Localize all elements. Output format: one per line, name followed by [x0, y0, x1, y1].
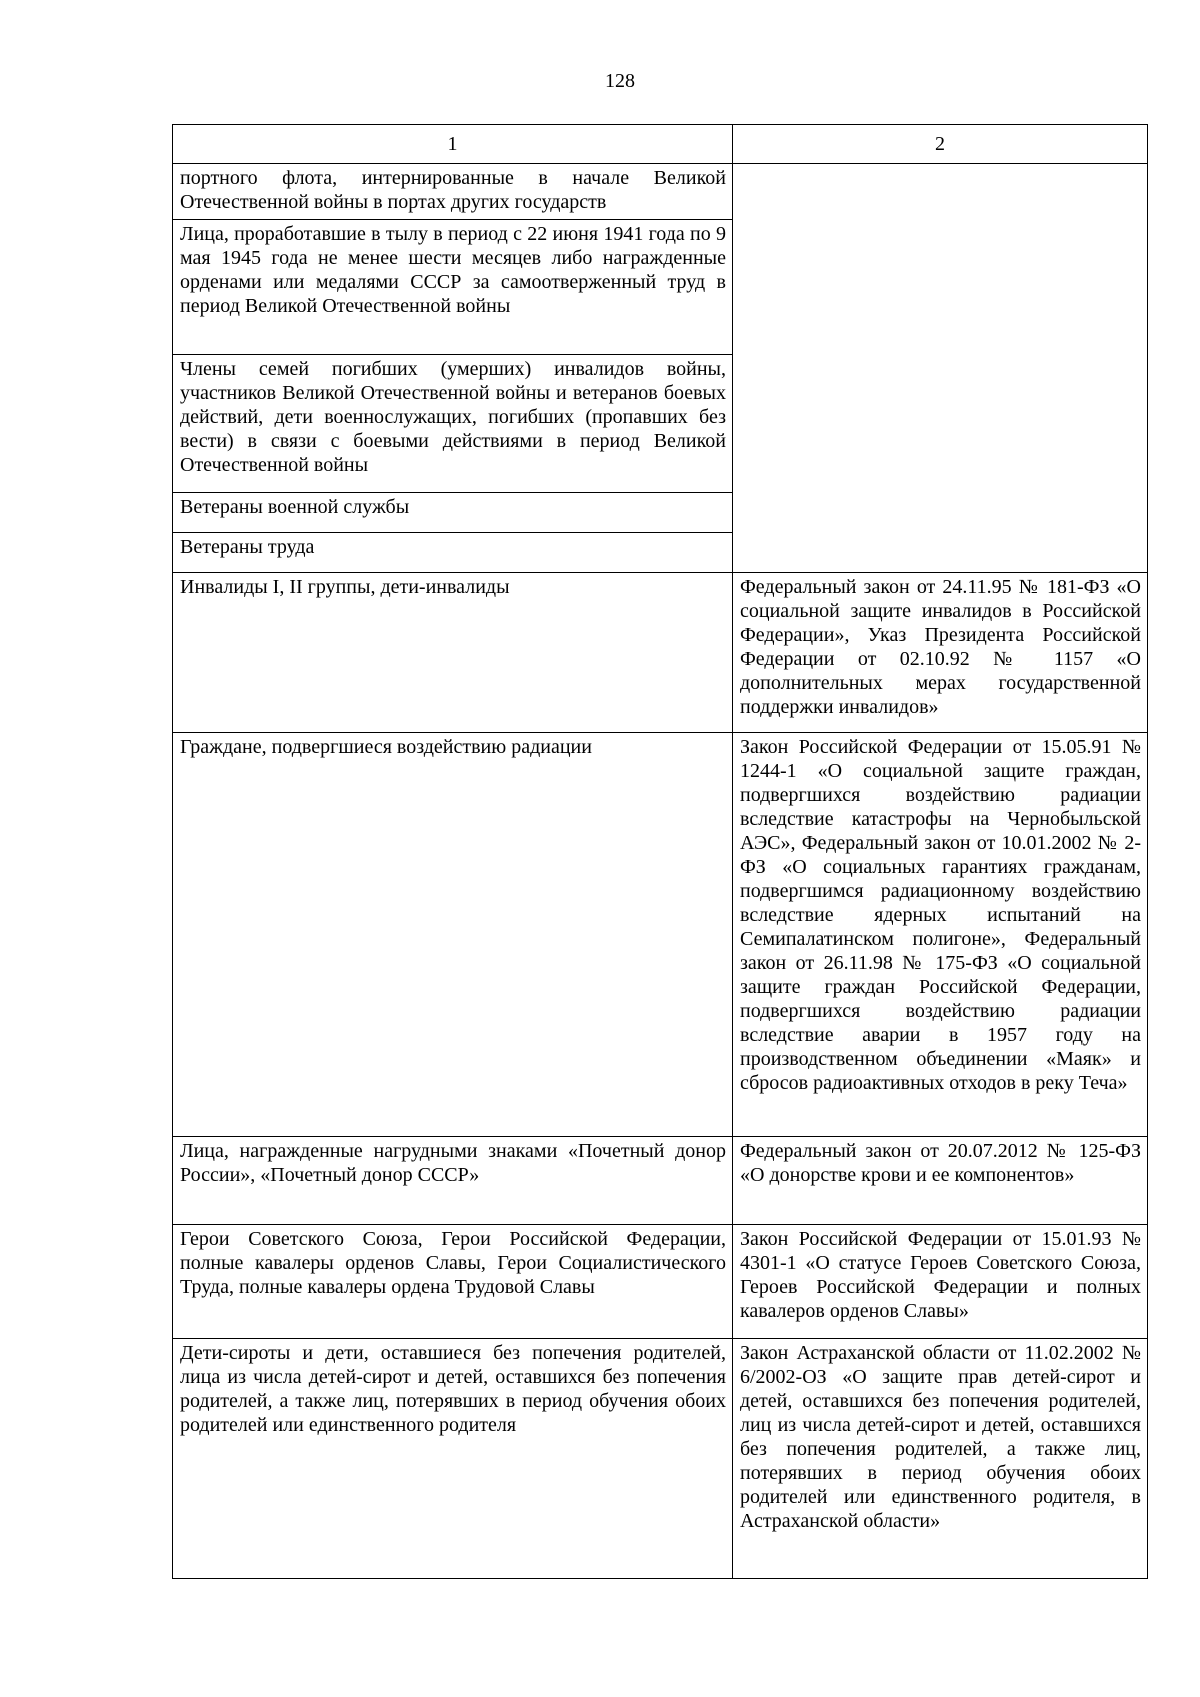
- legal-basis-cell: Федеральный закон от 24.11.95 № 181-ФЗ «О социальной защите инвалидов в Российской Федерации», Указ Президента Российской Федерации от 02.10.92 № 1157 «О дополнительных мерах государственной поддержки инвалидов»: [733, 573, 1148, 733]
- table-row: [173, 733, 1148, 1137]
- legal-basis-cell: Закон Российской Федерации от 15.01.93 № 4301-1 «О статусе Героев Советского Союза, Героев Российской Федерации и полных кавалеров орденов Славы»: [733, 1225, 1148, 1339]
- table-row: [173, 1339, 1148, 1579]
- table-row: [173, 573, 1148, 733]
- category-cell: Ветераны военной службы: [173, 493, 733, 533]
- category-cell: Герои Советского Союза, Герои Российской Федерации, полные кавалеры орденов Славы, Герои Социалистического Труда, полные кавалеры ордена Трудовой Славы: [173, 1225, 733, 1339]
- legal-basis-cell: Закон Российской Федерации от 15.05.91 № 1244-1 «О социальной защите граждан, подвергшихся воздействию радиации вследствие катастрофы на Чернобыльской АЭС», Федеральный закон от 10.01.2002 № 2-ФЗ «О социальных гарантиях гражданам, подвергшимся радиационному воздействию вследствие ядерных испытаний на Семипалатинском полигоне», Федеральный закон от 26.11.98 № 175-ФЗ «О социальной защите граждан Российской Федерации, подвергшихся воздействию радиации вследствие аварии в 1957 году на производственном объединении «Маяк» и сбросов радиоактивных отходов в реку Теча»: [733, 733, 1148, 1137]
- category-cell: Лица, проработавшие в тылу в период с 22 июня 1941 года по 9 мая 1945 года не менее шести месяцев либо награжденные орденами или медалями СССР за самоотверженный труд в период Великой Отечественной войны: [173, 220, 733, 355]
- legal-basis-cell-empty: [733, 164, 1148, 573]
- benefits-table: [172, 124, 1148, 1579]
- category-cell: портного флота, интернированные в начале Великой Отечественной войны в портах других государств: [173, 164, 733, 220]
- column-header-1: 1: [173, 125, 733, 164]
- legal-basis-cell: Закон Астраханской области от 11.02.2002 № 6/2002-ОЗ «О защите прав детей-сирот и детей, оставшихся без попечения родителей, лиц из числа детей-сирот и детей, оставшихся без попечения родителей, а также лиц, потерявших в период обучения обоих родителей или единственного родителя, в Астраханской области»: [733, 1339, 1148, 1579]
- category-cell: Ветераны труда: [173, 533, 733, 573]
- category-cell: Лица, награжденные нагрудными знаками «Почетный донор России», «Почетный донор СССР»: [173, 1137, 733, 1225]
- page-number: 128: [605, 70, 635, 92]
- column-header-2: 2: [733, 125, 1148, 164]
- table-row: [173, 1137, 1148, 1225]
- category-cell: Граждане, подвергшиеся воздействию радиации: [173, 733, 733, 1137]
- table-row: [173, 164, 1148, 220]
- category-cell: Инвалиды I, II группы, дети-инвалиды: [173, 573, 733, 733]
- category-cell: Дети-сироты и дети, оставшиеся без попечения родителей, лица из числа детей-сирот и детей, оставшихся без попечения родителей, а также лиц, потерявших в период обучения обоих родителей или единственного родителя: [173, 1339, 733, 1579]
- category-cell: Члены семей погибших (умерших) инвалидов войны, участников Великой Отечественной войны и ветеранов боевых действий, дети военнослужащих, погибших (пропавших без вести) в связи с боевыми действиями в период Великой Отечественной войны: [173, 355, 733, 493]
- legal-basis-cell: Федеральный закон от 20.07.2012 № 125-ФЗ «О донорстве крови и ее компонентов»: [733, 1137, 1148, 1225]
- table-header-row: [173, 125, 1148, 164]
- table-row: [173, 1225, 1148, 1339]
